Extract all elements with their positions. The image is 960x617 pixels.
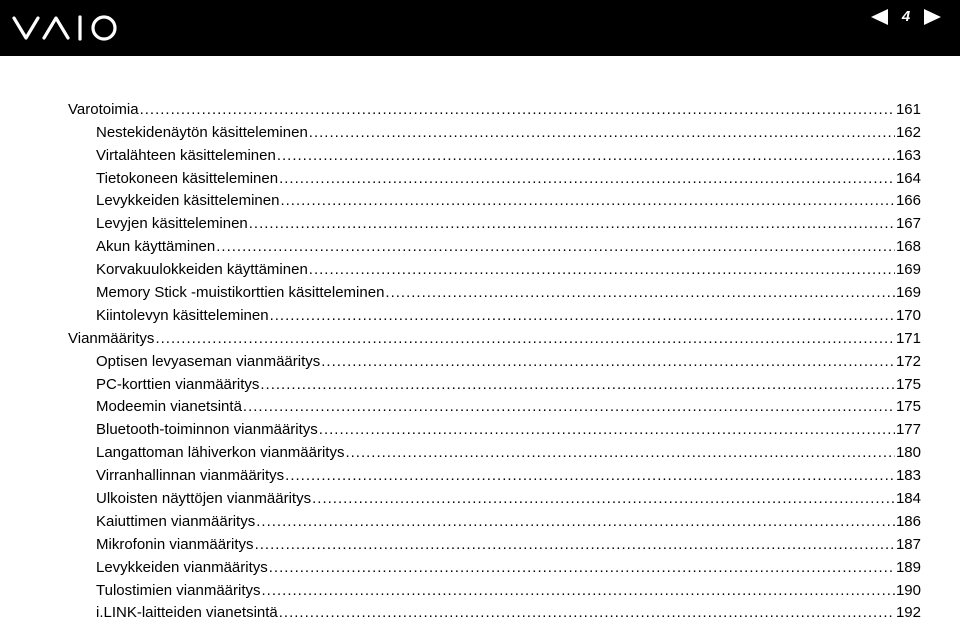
toc-entry[interactable] [68, 485, 921, 508]
toc-entry-title: Langattoman lähiverkon vianmääritys [96, 444, 345, 462]
toc-entry-page: 184 [895, 490, 921, 508]
dot-leader [385, 283, 895, 302]
toc-entry-page: 175 [895, 398, 921, 416]
toc-entry-title: Korvakuulokkeiden käyttäminen [96, 261, 308, 279]
toc-entry-page: 162 [895, 123, 921, 141]
toc-entry-page: 161 [895, 100, 921, 118]
toc-entry-title: Vianmääritys [68, 329, 155, 347]
dot-leader [309, 260, 895, 279]
dot-leader [280, 191, 895, 210]
toc-entry-title: i.LINK-laitteiden vianetsintä [96, 604, 278, 617]
toc-entry[interactable] [68, 256, 921, 279]
toc-entry-title: Levyjen käsitteleminen [96, 215, 248, 233]
toc-entry-title: Levykkeiden vianmääritys [96, 558, 268, 576]
toc-entry-page: 169 [895, 261, 921, 279]
toc-entry-page: 164 [895, 169, 921, 187]
toc-entry[interactable] [68, 416, 921, 439]
toc-entry-title: Kiintolevyn käsitteleminen [96, 306, 269, 324]
toc-entry[interactable] [68, 188, 921, 211]
dot-leader [216, 237, 895, 256]
toc-entry-page: 172 [895, 352, 921, 370]
dot-leader [155, 329, 895, 348]
toc-entry[interactable] [68, 577, 921, 600]
toc-entry[interactable] [68, 508, 921, 531]
toc-entry[interactable] [68, 348, 921, 371]
dot-leader [256, 512, 895, 531]
toc-entry[interactable] [68, 279, 921, 302]
toc-entry-page: 170 [895, 306, 921, 324]
dot-leader [277, 146, 895, 165]
toc-entry-page: 189 [895, 558, 921, 576]
toc-entry-page: 167 [895, 215, 921, 233]
toc-entry-title: Kaiuttimen vianmääritys [96, 512, 256, 530]
dot-leader [319, 420, 895, 439]
toc-entry[interactable] [68, 210, 921, 233]
dot-leader [285, 466, 895, 485]
dot-leader [262, 581, 895, 600]
toc-entry-page: 166 [895, 192, 921, 210]
toc-entry-title: Akun käyttäminen [96, 238, 216, 256]
toc-entry-page: 187 [895, 535, 921, 553]
toc-entry-page: 186 [895, 512, 921, 530]
dot-leader [321, 352, 895, 371]
dot-leader [279, 169, 895, 188]
toc-entry-page: 168 [895, 238, 921, 256]
triangle-right-icon[interactable] [922, 6, 944, 28]
toc-entry-title: Levykkeiden käsitteleminen [96, 192, 280, 210]
toc-entry[interactable] [68, 371, 921, 394]
toc-entry-page: 190 [895, 581, 921, 599]
toc-entry[interactable] [68, 165, 921, 188]
dot-leader [243, 397, 895, 416]
page-number: 4 [901, 8, 911, 25]
toc-entry-title: Mikrofonin vianmääritys [96, 535, 254, 553]
triangle-left-icon[interactable] [868, 6, 890, 28]
toc-entry-title: Ulkoisten näyttöjen vianmääritys [96, 490, 312, 508]
toc-entry-title: Bluetooth-toiminnon vianmääritys [96, 421, 318, 439]
toc-entry-title: Modeemin vianetsintä [96, 398, 242, 416]
table-of-contents [68, 96, 921, 617]
toc-entry-page: 163 [895, 146, 921, 164]
toc-entry-page: 171 [895, 329, 921, 347]
toc-entry-title: Memory Stick -muistikorttien käsitteleminen [96, 284, 385, 302]
toc-entry[interactable] [68, 600, 921, 617]
dot-leader [260, 375, 895, 394]
toc-entry-page: 180 [895, 444, 921, 462]
toc-entry[interactable] [68, 554, 921, 577]
dot-leader [312, 489, 895, 508]
vaio-logo [12, 12, 122, 44]
dot-leader [279, 603, 895, 617]
dot-leader [345, 443, 895, 462]
dot-leader [140, 100, 895, 119]
toc-entry-page: 192 [895, 604, 921, 617]
toc-entry-title: PC-korttien vianmääritys [96, 375, 260, 393]
page-navigation [868, 6, 944, 28]
dot-leader [309, 123, 895, 142]
dot-leader [270, 306, 895, 325]
toc-entry[interactable] [68, 96, 921, 119]
toc-entry[interactable] [68, 439, 921, 462]
toc-entry[interactable] [68, 462, 921, 485]
toc-entry-title: Nestekidenäytön käsitteleminen [96, 123, 308, 141]
toc-entry[interactable] [68, 325, 921, 348]
toc-entry[interactable] [68, 531, 921, 554]
toc-entry-title: Tulostimien vianmääritys [96, 581, 261, 599]
toc-entry[interactable] [68, 142, 921, 165]
toc-entry-title: Virranhallinnan vianmääritys [96, 467, 285, 485]
toc-entry[interactable] [68, 119, 921, 142]
toc-entry-title: Tietokoneen käsitteleminen [96, 169, 279, 187]
dot-leader [249, 214, 895, 233]
toc-entry-title: Optisen levyaseman vianmääritys [96, 352, 321, 370]
toc-entry[interactable] [68, 233, 921, 256]
toc-entry-page: 169 [895, 284, 921, 302]
toc-entry[interactable] [68, 394, 921, 417]
dot-leader [255, 535, 895, 554]
toc-entry[interactable] [68, 302, 921, 325]
toc-entry-page: 183 [895, 467, 921, 485]
toc-entry-page: 177 [895, 421, 921, 439]
toc-entry-title: Virtalähteen käsitteleminen [96, 146, 276, 164]
header-bar [0, 0, 960, 56]
toc-entry-title: Varotoimia [68, 100, 139, 118]
toc-entry-page: 175 [895, 375, 921, 393]
dot-leader [269, 558, 895, 577]
